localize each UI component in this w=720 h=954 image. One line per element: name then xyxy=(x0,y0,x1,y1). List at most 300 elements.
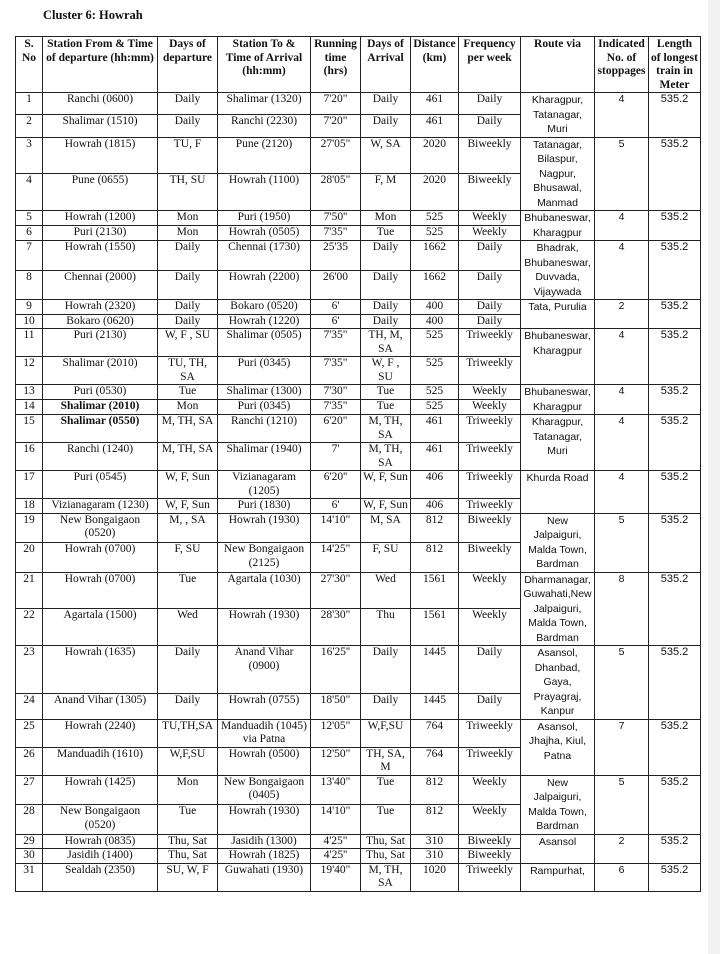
cell-running-time: 7'30" xyxy=(311,385,361,400)
cell-distance: 400 xyxy=(411,300,459,315)
cell-distance: 2020 xyxy=(411,174,459,211)
cell-frequency: Weekly xyxy=(459,385,521,400)
cell-arrival-days: Thu, Sat xyxy=(361,834,411,849)
cell-departure-days: Daily xyxy=(158,115,218,137)
cell-arrival-days: Daily xyxy=(361,646,411,694)
table-row xyxy=(16,300,701,315)
cell-running-time: 14'25" xyxy=(311,543,361,573)
cell-departure-days: Daily xyxy=(158,300,218,315)
cell-arrival-days: Tue xyxy=(361,775,411,805)
cell-to-station: Howrah (1930) xyxy=(218,805,311,835)
cell-route-via: Rampurhat, xyxy=(521,863,595,891)
cell-frequency: Triweekly xyxy=(459,747,521,775)
cell-sno: 18 xyxy=(16,499,43,514)
cell-stoppages: 7 xyxy=(595,719,649,775)
cell-stoppages: 6 xyxy=(595,863,649,891)
cell-distance: 461 xyxy=(411,415,459,443)
cell-arrival-days: Daily xyxy=(361,270,411,300)
cell-departure-days: Mon xyxy=(158,400,218,415)
cell-sno: 7 xyxy=(16,241,43,271)
cell-arrival-days: M, TH, SA xyxy=(361,415,411,443)
cell-to-station: Puri (0345) xyxy=(218,400,311,415)
cell-from-station: New Bongaigaon (0520) xyxy=(43,513,158,543)
cell-to-station: Manduadih (1045) via Patna xyxy=(218,719,311,747)
cell-sno: 2 xyxy=(16,115,43,137)
cell-distance: 525 xyxy=(411,385,459,400)
cell-running-time: 7'35" xyxy=(311,329,361,357)
cell-frequency: Biweekly xyxy=(459,849,521,864)
cell-departure-days: W, F , SU xyxy=(158,329,218,357)
cell-from-station: Puri (2130) xyxy=(43,329,158,357)
cell-arrival-days: Mon xyxy=(361,211,411,226)
cell-running-time: 25'35 xyxy=(311,241,361,271)
cell-departure-days: W,F,SU xyxy=(158,747,218,775)
cell-departure-days: Daily xyxy=(158,314,218,329)
cell-sno: 22 xyxy=(16,609,43,646)
cell-frequency: Triweekly xyxy=(459,719,521,747)
cell-arrival-days: Tue xyxy=(361,805,411,835)
col-header-arr-days: Days of Arrival xyxy=(361,37,411,93)
cell-running-time: 12'50" xyxy=(311,747,361,775)
cell-running-time: 14'10" xyxy=(311,513,361,543)
cell-route-via: Bhubaneswar, Kharagpur xyxy=(521,385,595,415)
cell-frequency: Weekly xyxy=(459,609,521,646)
cell-distance: 310 xyxy=(411,849,459,864)
cell-running-time: 7'20" xyxy=(311,93,361,115)
table-row xyxy=(16,241,701,271)
table-row xyxy=(16,719,701,747)
cell-route-via: Bhubaneswar, Kharagpur xyxy=(521,211,595,241)
cell-running-time: 7' xyxy=(311,443,361,471)
cell-to-station: New Bongaigaon (2125) xyxy=(218,543,311,573)
cell-arrival-days: Thu, Sat xyxy=(361,849,411,864)
table-row xyxy=(16,211,701,226)
cell-train-length: 535.2 xyxy=(649,513,701,572)
train-schedule-table xyxy=(15,36,701,892)
cell-distance: 1561 xyxy=(411,572,459,609)
cell-frequency: Biweekly xyxy=(459,174,521,211)
cell-sno: 4 xyxy=(16,174,43,211)
cell-route-via: Bhubaneswar, Kharagpur xyxy=(521,329,595,385)
cell-from-station: Shalimar (2010) xyxy=(43,400,158,415)
cell-to-station: Chennai (1730) xyxy=(218,241,311,271)
cell-from-station: Howrah (1550) xyxy=(43,241,158,271)
page-right-gutter xyxy=(708,0,720,954)
cell-arrival-days: W,F,SU xyxy=(361,719,411,747)
table-row xyxy=(16,93,701,115)
cell-distance: 1445 xyxy=(411,694,459,719)
cell-departure-days: TU, F xyxy=(158,137,218,174)
cell-sno: 16 xyxy=(16,443,43,471)
cell-stoppages: 4 xyxy=(595,415,649,471)
cell-sno: 5 xyxy=(16,211,43,226)
cell-departure-days: TU,TH,SA xyxy=(158,719,218,747)
cell-departure-days: TU, TH, SA xyxy=(158,357,218,385)
cell-arrival-days: Thu xyxy=(361,609,411,646)
cell-sno: 13 xyxy=(16,385,43,400)
cell-route-via: Asansol, Jhajha, Kiul, Patna xyxy=(521,719,595,775)
cell-running-time: 6'20'' xyxy=(311,471,361,499)
cell-frequency: Triweekly xyxy=(459,443,521,471)
cell-train-length: 535.2 xyxy=(649,137,701,211)
cell-sno: 31 xyxy=(16,863,43,891)
cell-departure-days: Daily xyxy=(158,646,218,694)
cell-sno: 1 xyxy=(16,93,43,115)
cell-stoppages: 5 xyxy=(595,775,649,834)
cell-train-length: 535.2 xyxy=(649,834,701,863)
cell-train-length: 535.2 xyxy=(649,863,701,891)
cell-frequency: Daily xyxy=(459,270,521,300)
cell-train-length: 535.2 xyxy=(649,775,701,834)
cell-sno: 15 xyxy=(16,415,43,443)
table-row xyxy=(16,415,701,443)
cell-departure-days: F, SU xyxy=(158,543,218,573)
cell-arrival-days: W, F, Sun xyxy=(361,499,411,514)
cell-sno: 23 xyxy=(16,646,43,694)
cell-stoppages: 4 xyxy=(595,241,649,300)
cell-to-station: Puri (1950) xyxy=(218,211,311,226)
cell-from-station: Bokaro (0620) xyxy=(43,314,158,329)
cell-running-time: 26'00 xyxy=(311,270,361,300)
cell-distance: 812 xyxy=(411,775,459,805)
cell-running-time: 4'25" xyxy=(311,834,361,849)
cell-train-length: 535.2 xyxy=(649,471,701,514)
cell-stoppages: 2 xyxy=(595,834,649,863)
cell-from-station: Pune (0655) xyxy=(43,174,158,211)
cell-to-station: Howrah (1100) xyxy=(218,174,311,211)
cell-running-time: 7'50'' xyxy=(311,211,361,226)
col-header-stoppages: Indicated No. of stoppages xyxy=(595,37,649,93)
cell-from-station: Sealdah (2350) xyxy=(43,863,158,891)
cell-to-station: Howrah (0505) xyxy=(218,226,311,241)
cell-frequency: Weekly xyxy=(459,805,521,835)
cell-sno: 30 xyxy=(16,849,43,864)
cell-arrival-days: M, TH, SA xyxy=(361,443,411,471)
col-header-to: Station To & Time of Arrival (hh:mm) xyxy=(218,37,311,93)
cell-sno: 3 xyxy=(16,137,43,174)
cell-from-station: Ranchi (0600) xyxy=(43,93,158,115)
cell-running-time: 6' xyxy=(311,314,361,329)
cell-departure-days: Mon xyxy=(158,211,218,226)
cell-departure-days: Daily xyxy=(158,694,218,719)
cell-train-length: 535.2 xyxy=(649,329,701,385)
table-row xyxy=(16,775,701,805)
cell-distance: 812 xyxy=(411,805,459,835)
cell-departure-days: Thu, Sat xyxy=(158,849,218,864)
cell-to-station: Shalimar (1320) xyxy=(218,93,311,115)
col-header-length: Length of longest train in Meter xyxy=(649,37,701,93)
cell-arrival-days: Daily xyxy=(361,93,411,115)
cell-running-time: 7'35" xyxy=(311,226,361,241)
cell-departure-days: Tue xyxy=(158,385,218,400)
cell-train-length: 535.2 xyxy=(649,415,701,471)
cell-to-station: Shalimar (0505) xyxy=(218,329,311,357)
cell-sno: 8 xyxy=(16,270,43,300)
cell-stoppages: 5 xyxy=(595,646,649,720)
cell-stoppages: 4 xyxy=(595,329,649,385)
cell-sno: 10 xyxy=(16,314,43,329)
cell-running-time: 4'25'' xyxy=(311,849,361,864)
cell-distance: 1662 xyxy=(411,241,459,271)
cell-sno: 14 xyxy=(16,400,43,415)
cell-running-time: 7'20" xyxy=(311,115,361,137)
cell-from-station: Vizianagaram (1230) xyxy=(43,499,158,514)
cell-from-station: Howrah (1815) xyxy=(43,137,158,174)
cell-frequency: Biweekly xyxy=(459,513,521,543)
cell-running-time: 7'35" xyxy=(311,400,361,415)
cell-departure-days: Mon xyxy=(158,226,218,241)
cell-frequency: Triweekly xyxy=(459,863,521,891)
table-header-row xyxy=(16,37,701,93)
cell-distance: 764 xyxy=(411,719,459,747)
cell-distance: 400 xyxy=(411,314,459,329)
cell-distance: 2020 xyxy=(411,137,459,174)
cell-frequency: Biweekly xyxy=(459,543,521,573)
cell-stoppages: 4 xyxy=(595,211,649,241)
cell-running-time: 6' xyxy=(311,499,361,514)
cell-from-station: Howrah (2240) xyxy=(43,719,158,747)
cell-train-length: 535.2 xyxy=(649,93,701,138)
cell-distance: 1445 xyxy=(411,646,459,694)
cell-stoppages: 8 xyxy=(595,572,649,646)
cell-departure-days: Daily xyxy=(158,270,218,300)
cell-arrival-days: M, TH, SA xyxy=(361,863,411,891)
cell-frequency: Triweekly xyxy=(459,499,521,514)
cell-to-station: Howrah (1930) xyxy=(218,513,311,543)
cell-frequency: Triweekly xyxy=(459,357,521,385)
cell-distance: 310 xyxy=(411,834,459,849)
cell-arrival-days: F, SU xyxy=(361,543,411,573)
cell-train-length: 535.2 xyxy=(649,646,701,720)
cell-from-station: Chennai (2000) xyxy=(43,270,158,300)
cell-departure-days: Tue xyxy=(158,572,218,609)
cell-running-time: 13'40" xyxy=(311,775,361,805)
cell-distance: 406 xyxy=(411,471,459,499)
cell-departure-days: Daily xyxy=(158,241,218,271)
table-body xyxy=(16,93,701,892)
cell-to-station: Howrah (1220) xyxy=(218,314,311,329)
cell-frequency: Daily xyxy=(459,694,521,719)
cell-sno: 12 xyxy=(16,357,43,385)
cell-route-via: Kharagpur, Tatanagar, Muri xyxy=(521,415,595,471)
cell-sno: 17 xyxy=(16,471,43,499)
table-row xyxy=(16,646,701,694)
cell-train-length: 535.2 xyxy=(649,572,701,646)
cell-train-length: 535.2 xyxy=(649,385,701,415)
cell-sno: 29 xyxy=(16,834,43,849)
col-header-dep-days: Days of departure xyxy=(158,37,218,93)
table-row xyxy=(16,385,701,400)
cell-route-via: Bhadrak, Bhubaneswar, Duvvada, Vijaywada xyxy=(521,241,595,300)
cell-distance: 525 xyxy=(411,211,459,226)
cell-frequency: Weekly xyxy=(459,226,521,241)
cell-distance: 525 xyxy=(411,226,459,241)
cell-frequency: Weekly xyxy=(459,572,521,609)
cell-train-length: 535.2 xyxy=(649,300,701,329)
cell-to-station: Puri (0345) xyxy=(218,357,311,385)
cell-to-station: Agartala (1030) xyxy=(218,572,311,609)
cell-departure-days: W, F, Sun xyxy=(158,471,218,499)
col-header-distance: Distance (km) xyxy=(411,37,459,93)
cell-departure-days: Mon xyxy=(158,775,218,805)
cell-running-time: 6' xyxy=(311,300,361,315)
cell-running-time: 28'30" xyxy=(311,609,361,646)
cell-departure-days: Tue xyxy=(158,805,218,835)
cell-to-station: Bokaro (0520) xyxy=(218,300,311,315)
cell-to-station: Howrah (1930) xyxy=(218,609,311,646)
cell-from-station: Shalimar (1510) xyxy=(43,115,158,137)
cell-distance: 525 xyxy=(411,329,459,357)
cell-train-length: 535.2 xyxy=(649,719,701,775)
cell-sno: 19 xyxy=(16,513,43,543)
cell-from-station: Howrah (0835) xyxy=(43,834,158,849)
cell-distance: 812 xyxy=(411,543,459,573)
cell-from-station: Howrah (1200) xyxy=(43,211,158,226)
cell-stoppages: 4 xyxy=(595,93,649,138)
cell-running-time: 27'30" xyxy=(311,572,361,609)
cell-arrival-days: Tue xyxy=(361,385,411,400)
cell-frequency: Daily xyxy=(459,646,521,694)
cell-distance: 461 xyxy=(411,93,459,115)
cell-departure-days: SU, W, F xyxy=(158,863,218,891)
table-row xyxy=(16,513,701,543)
cell-arrival-days: TH, M, SA xyxy=(361,329,411,357)
cell-to-station: Pune (2120) xyxy=(218,137,311,174)
cell-arrival-days: Tue xyxy=(361,400,411,415)
cell-route-via: Kharagpur, Tatanagar, Muri xyxy=(521,93,595,138)
cell-sno: 28 xyxy=(16,805,43,835)
cell-frequency: Daily xyxy=(459,241,521,271)
cell-frequency: Biweekly xyxy=(459,137,521,174)
cell-running-time: 16'25'' xyxy=(311,646,361,694)
table-row xyxy=(16,863,701,891)
cell-from-station: Howrah (0700) xyxy=(43,572,158,609)
table-row xyxy=(16,572,701,609)
cell-sno: 24 xyxy=(16,694,43,719)
cell-to-station: Puri (1830) xyxy=(218,499,311,514)
cell-to-station: Shalimar (1940) xyxy=(218,443,311,471)
cell-from-station: Howrah (0700) xyxy=(43,543,158,573)
cell-route-via: Dharmanagar, Guwahati,New Jalpaiguri, Malda Town, Bardman xyxy=(521,572,595,646)
cell-arrival-days: Daily xyxy=(361,300,411,315)
cell-from-station: Howrah (1635) xyxy=(43,646,158,694)
cell-from-station: Howrah (2320) xyxy=(43,300,158,315)
cell-route-via: Khurda Road xyxy=(521,471,595,514)
cell-train-length: 535.2 xyxy=(649,211,701,241)
cell-route-via: New Jalpaiguri, Malda Town, Bardman xyxy=(521,513,595,572)
cell-frequency: Daily xyxy=(459,115,521,137)
cell-departure-days: Thu, Sat xyxy=(158,834,218,849)
cell-from-station: Shalimar (0550) xyxy=(43,415,158,443)
cell-distance: 1662 xyxy=(411,270,459,300)
cell-distance: 1561 xyxy=(411,609,459,646)
cell-from-station: Puri (0545) xyxy=(43,471,158,499)
table-row xyxy=(16,471,701,499)
cell-to-station: Ranchi (1210) xyxy=(218,415,311,443)
cell-sno: 11 xyxy=(16,329,43,357)
cell-sno: 27 xyxy=(16,775,43,805)
cell-frequency: Weekly xyxy=(459,775,521,805)
cell-distance: 525 xyxy=(411,357,459,385)
cell-stoppages: 4 xyxy=(595,471,649,514)
cell-arrival-days: Daily xyxy=(361,115,411,137)
cell-route-via: Asansol, Dhanbad, Gaya, Prayagraj, Kanpur xyxy=(521,646,595,720)
cell-train-length: 535.2 xyxy=(649,241,701,300)
cell-sno: 6 xyxy=(16,226,43,241)
cell-distance: 1020 xyxy=(411,863,459,891)
cell-running-time: 28'05" xyxy=(311,174,361,211)
cell-arrival-days: Daily xyxy=(361,694,411,719)
cell-arrival-days: W, F , SU xyxy=(361,357,411,385)
cell-sno: 25 xyxy=(16,719,43,747)
cell-from-station: New Bongaigaon (0520) xyxy=(43,805,158,835)
cell-route-via: Tata, Purulia xyxy=(521,300,595,329)
cell-route-via: New Jalpaiguri, Malda Town, Bardman xyxy=(521,775,595,834)
cell-from-station: Ranchi (1240) xyxy=(43,443,158,471)
cell-departure-days: Wed xyxy=(158,609,218,646)
cell-to-station: Jasidih (1300) xyxy=(218,834,311,849)
cell-distance: 812 xyxy=(411,513,459,543)
cell-to-station: Guwahati (1930) xyxy=(218,863,311,891)
cell-frequency: Weekly xyxy=(459,400,521,415)
cell-stoppages: 4 xyxy=(595,385,649,415)
col-header-frequency: Frequency per week xyxy=(459,37,521,93)
cell-route-via: Tatanagar, Bilaspur, Nagpur, Bhusawal, Manmad xyxy=(521,137,595,211)
cell-to-station: Howrah (0500) xyxy=(218,747,311,775)
cell-departure-days: TH, SU xyxy=(158,174,218,211)
cell-to-station: Howrah (1825) xyxy=(218,849,311,864)
cell-arrival-days: W, F, Sun xyxy=(361,471,411,499)
cell-departure-days: M, TH, SA xyxy=(158,443,218,471)
cell-from-station: Agartala (1500) xyxy=(43,609,158,646)
cell-running-time: 19'40" xyxy=(311,863,361,891)
cell-frequency: Daily xyxy=(459,93,521,115)
cell-from-station: Howrah (1425) xyxy=(43,775,158,805)
cell-to-station: Vizianagaram (1205) xyxy=(218,471,311,499)
cell-arrival-days: M, SA xyxy=(361,513,411,543)
cell-to-station: Howrah (2200) xyxy=(218,270,311,300)
cell-running-time: 12'05" xyxy=(311,719,361,747)
cell-frequency: Biweekly xyxy=(459,834,521,849)
col-header-running-time: Running time (hrs) xyxy=(311,37,361,93)
cell-departure-days: M, , SA xyxy=(158,513,218,543)
cell-frequency: Triweekly xyxy=(459,471,521,499)
cell-to-station: New Bongaigaon (0405) xyxy=(218,775,311,805)
cell-arrival-days: Tue xyxy=(361,226,411,241)
cell-arrival-days: W, SA xyxy=(361,137,411,174)
cell-frequency: Weekly xyxy=(459,211,521,226)
cell-from-station: Puri (0530) xyxy=(43,385,158,400)
cell-sno: 9 xyxy=(16,300,43,315)
cell-to-station: Anand Vihar (0900) xyxy=(218,646,311,694)
cell-arrival-days: Daily xyxy=(361,314,411,329)
cell-running-time: 18'50" xyxy=(311,694,361,719)
cell-running-time: 6'20" xyxy=(311,415,361,443)
document-title: Cluster 6: Howrah xyxy=(43,8,143,22)
cell-to-station: Ranchi (2230) xyxy=(218,115,311,137)
cell-distance: 406 xyxy=(411,499,459,514)
cell-sno: 20 xyxy=(16,543,43,573)
cell-distance: 764 xyxy=(411,747,459,775)
cell-stoppages: 5 xyxy=(595,513,649,572)
cell-arrival-days: Wed xyxy=(361,572,411,609)
table-row xyxy=(16,329,701,357)
cell-sno: 26 xyxy=(16,747,43,775)
cell-distance: 461 xyxy=(411,443,459,471)
cell-frequency: Daily xyxy=(459,300,521,315)
cell-departure-days: W, F, Sun xyxy=(158,499,218,514)
cell-from-station: Anand Vihar (1305) xyxy=(43,694,158,719)
